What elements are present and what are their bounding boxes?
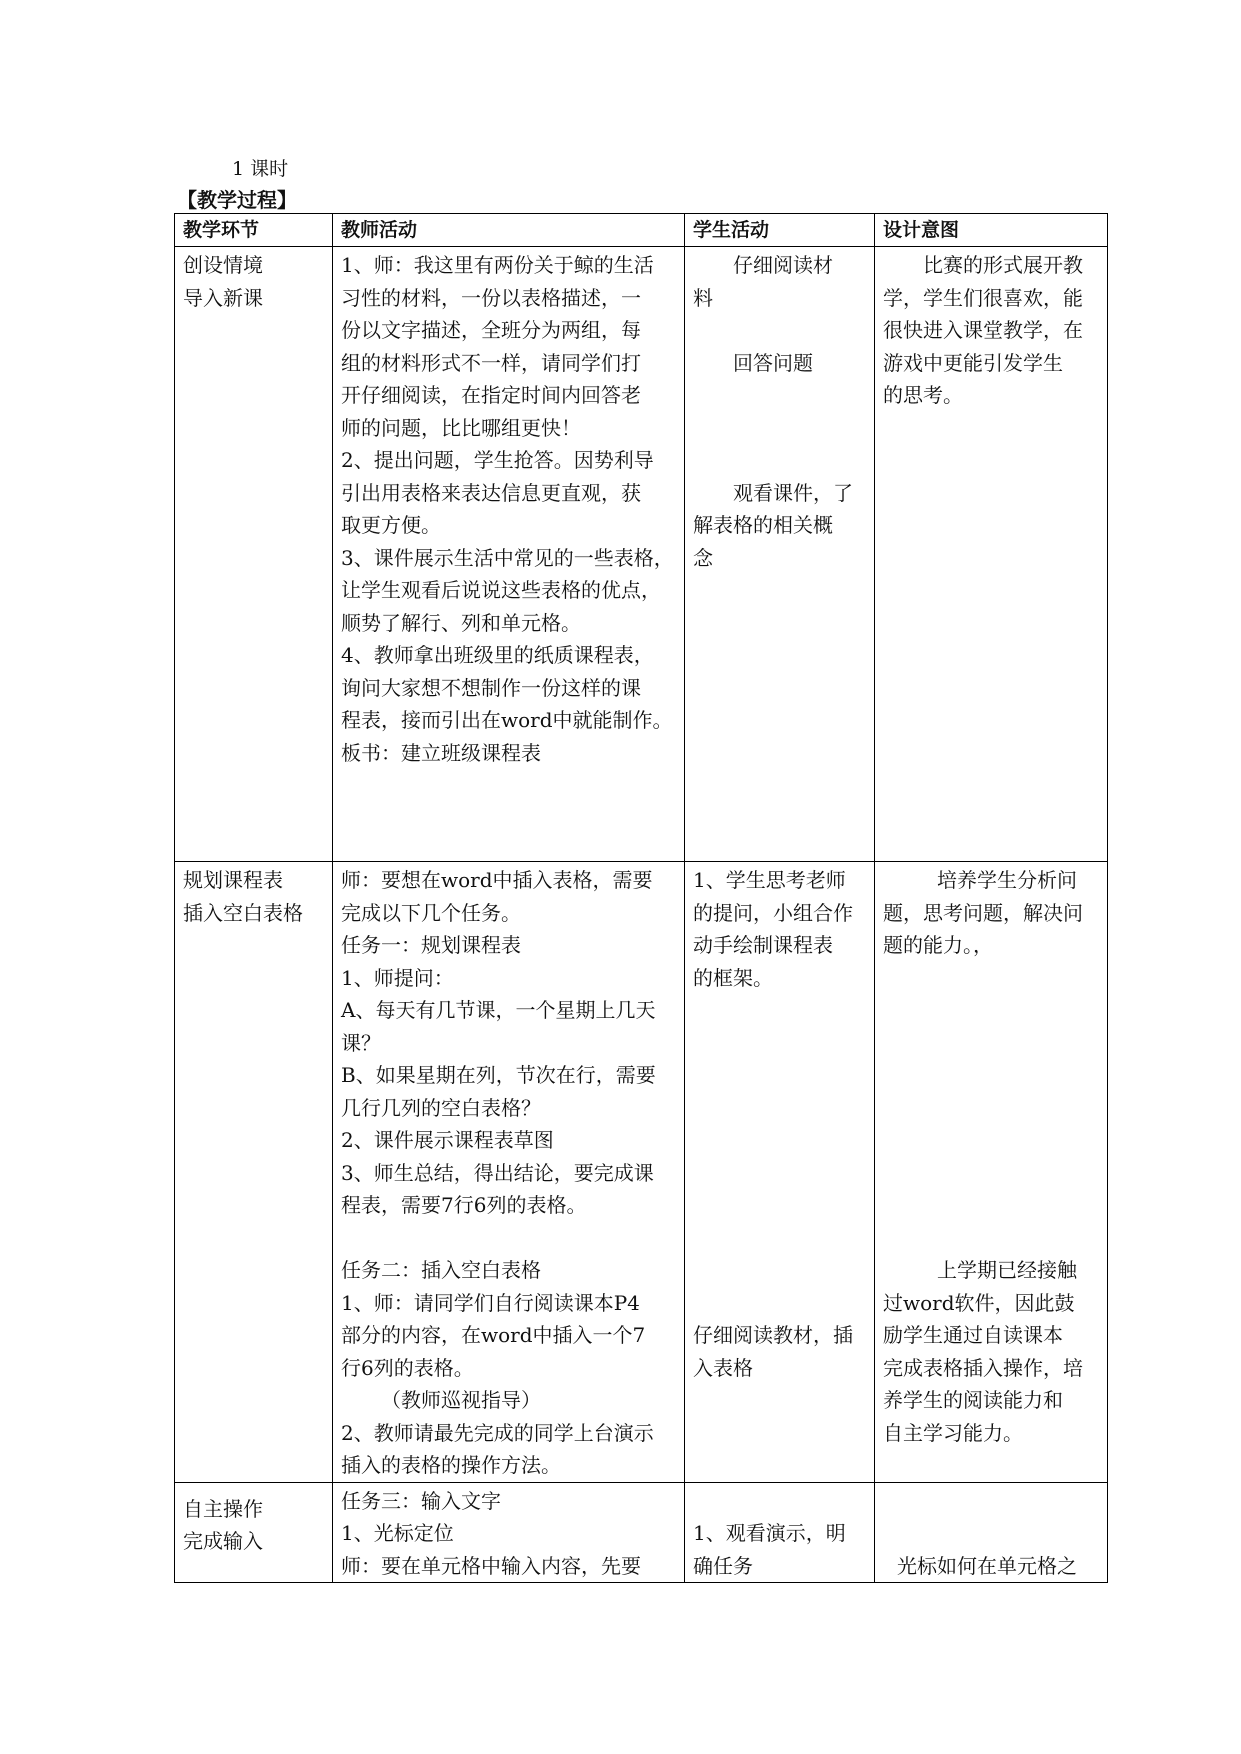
text-line: 插入的表格的操作方法。 bbox=[341, 1453, 561, 1477]
text-line: 取更方便。 bbox=[341, 513, 441, 537]
stage-cell bbox=[175, 247, 333, 862]
text-line: 仔细阅读材 bbox=[733, 253, 833, 277]
blank-line bbox=[693, 1059, 868, 1092]
stage-line: 插入空白表格 bbox=[183, 900, 303, 925]
blank-line bbox=[883, 1027, 1101, 1060]
text-line: 入表格 bbox=[693, 1355, 753, 1380]
text-line: 几行几列的空白表格？ bbox=[341, 1095, 541, 1120]
blank-line bbox=[693, 1287, 868, 1320]
blank-line bbox=[693, 314, 868, 347]
text-line: 1、学生思考老师 bbox=[693, 868, 846, 892]
text-line: 3、师生总结，得出结论，要完成课 bbox=[341, 1160, 654, 1185]
blank-line bbox=[693, 1092, 868, 1125]
stage-line: 完成输入 bbox=[183, 1529, 263, 1553]
text-line: 部分的内容，在word中插入一个7 bbox=[341, 1323, 646, 1347]
text-line: 完成表格插入操作，培 bbox=[883, 1355, 1083, 1380]
header-stage: 教学环节 bbox=[175, 214, 333, 247]
text-line: B、如果星期在列，节次在行，需要 bbox=[341, 1063, 656, 1087]
text-line: 1、光标定位 bbox=[341, 1521, 454, 1545]
table-row bbox=[175, 247, 1108, 862]
text-line: 任务一：规划课程表 bbox=[341, 933, 521, 957]
blank-line bbox=[693, 1485, 868, 1518]
blank-line bbox=[883, 1092, 1101, 1125]
blank-line bbox=[883, 1157, 1101, 1190]
text-line: 完成以下几个任务。 bbox=[341, 900, 521, 925]
blank-line bbox=[693, 379, 868, 412]
blank-line bbox=[693, 1124, 868, 1157]
text-line: （教师巡视指导） bbox=[381, 1388, 541, 1412]
blank-line bbox=[693, 1189, 868, 1222]
text-line: 光标如何在单元格之 bbox=[897, 1553, 1077, 1578]
teacher-activity-cell bbox=[333, 862, 685, 1483]
design-intent-cell bbox=[875, 1482, 1108, 1583]
blank-line bbox=[693, 444, 868, 477]
blank-line bbox=[883, 1517, 1101, 1550]
blank-line bbox=[693, 994, 868, 1027]
blank-line bbox=[883, 1485, 1101, 1518]
blank-line bbox=[883, 1222, 1101, 1255]
text-line: 观看课件，了 bbox=[733, 480, 853, 505]
text-line: 的思考。 bbox=[883, 383, 963, 407]
text-line: 确任务 bbox=[693, 1553, 753, 1578]
text-line: 程表，需要7行6列的表格。 bbox=[341, 1193, 587, 1217]
text-line: 任务三：输入文字 bbox=[341, 1488, 501, 1513]
text-line: 题的能力。， bbox=[883, 933, 993, 957]
stage-line: 导入新课 bbox=[183, 285, 263, 310]
blank-line bbox=[883, 1189, 1101, 1222]
text-line: 比赛的形式展开教 bbox=[923, 253, 1083, 277]
text-line: 仔细阅读教材，插 bbox=[693, 1323, 853, 1347]
table-header-row bbox=[175, 214, 1108, 247]
table-row bbox=[175, 862, 1108, 1483]
teacher-activity-cell bbox=[333, 1482, 685, 1583]
text-line: 师：要在单元格中输入内容，先要 bbox=[341, 1553, 641, 1578]
text-line: 的框架。 bbox=[693, 965, 773, 990]
text-line: 行6列的表格。 bbox=[341, 1355, 474, 1380]
table-row bbox=[175, 1482, 1108, 1583]
text-line: 动手绘制课程表 bbox=[693, 933, 833, 957]
text-line: 2、课件展示课程表草图 bbox=[341, 1128, 554, 1152]
design-intent-cell bbox=[875, 862, 1108, 1483]
header-design-intent: 设计意图 bbox=[875, 214, 1108, 247]
text-line: A、每天有几节课，一个星期上几天 bbox=[341, 998, 656, 1022]
text-line: 解表格的相关概 bbox=[693, 513, 833, 537]
header-student-activity: 学生活动 bbox=[685, 214, 875, 247]
text-line: 引出用表格来表达信息更直观，获 bbox=[341, 480, 641, 505]
stage-line: 创设情境 bbox=[183, 253, 263, 277]
blank-line bbox=[693, 1157, 868, 1190]
text-line: 自主学习能力。 bbox=[883, 1420, 1023, 1445]
stage-cell bbox=[175, 862, 333, 1483]
text-line: 念 bbox=[693, 545, 713, 570]
header-teacher-activity: 教师活动 bbox=[333, 214, 685, 247]
blank-line bbox=[693, 1254, 868, 1287]
blank-line bbox=[341, 1222, 678, 1255]
blank-line bbox=[883, 962, 1101, 995]
text-line: 习性的材料，一份以表格描述，一 bbox=[341, 285, 641, 310]
blank-line bbox=[883, 1124, 1101, 1157]
text-line: 1、观看演示，明 bbox=[693, 1521, 846, 1545]
text-line: 料 bbox=[693, 285, 713, 310]
text-line: 组的材料形式不一样，请同学们打 bbox=[341, 350, 641, 375]
text-line: 过word软件，因此鼓 bbox=[883, 1290, 1075, 1315]
text-line: 份以文字描述，全班分为两组，每 bbox=[341, 318, 641, 342]
text-line: 培养学生分析问 bbox=[937, 868, 1077, 892]
text-line: 2、教师请最先完成的同学上台演示 bbox=[341, 1420, 654, 1445]
text-line: 学，学生们很喜欢，能 bbox=[883, 285, 1083, 310]
text-line: 游戏中更能引发学生 bbox=[883, 350, 1063, 375]
stage-line: 规划课程表 bbox=[183, 868, 283, 892]
text-line: 的提问，小组合作 bbox=[693, 900, 853, 925]
blank-line bbox=[883, 994, 1101, 1027]
text-line: 很快进入课堂教学，在 bbox=[883, 318, 1083, 342]
blank-line bbox=[693, 1027, 868, 1060]
text-line: 4、教师拿出班级里的纸质课程表， bbox=[341, 643, 654, 667]
text-line: 1、师：我这里有两份关于鲸的生活 bbox=[341, 253, 654, 277]
student-activity-cell bbox=[685, 862, 875, 1483]
text-line: 3、课件展示生活中常见的一些表格， bbox=[341, 545, 674, 570]
text-line: 让学生观看后说说这些表格的优点， bbox=[341, 578, 661, 602]
design-intent-cell bbox=[875, 247, 1108, 862]
text-line: 2、提出问题，学生抢答。因势利导 bbox=[341, 448, 654, 472]
blank-line bbox=[693, 1222, 868, 1255]
text-line: 顺势了解行、列和单元格。 bbox=[341, 610, 581, 635]
teaching-process-table bbox=[174, 213, 1108, 1583]
text-line: 回答问题 bbox=[733, 350, 813, 375]
text-line: 1、师提问： bbox=[341, 965, 454, 990]
text-line: 开仔细阅读，在指定时间内回答老 bbox=[341, 383, 641, 407]
blank-line bbox=[693, 412, 868, 445]
student-activity-cell bbox=[685, 247, 875, 862]
text-line: 询问大家想不想制作一份这样的课 bbox=[341, 675, 641, 700]
text-line: 励学生通过自读课本 bbox=[883, 1323, 1063, 1347]
text-line: 程表，接而引出在word中就能制作。 bbox=[341, 708, 673, 732]
section-title: 【教学过程】 bbox=[177, 188, 297, 212]
stage-cell bbox=[175, 1482, 333, 1583]
text-line: 1、师：请同学们自行阅读课本P4 bbox=[341, 1290, 640, 1315]
text-line: 养学生的阅读能力和 bbox=[883, 1388, 1063, 1412]
student-activity-cell bbox=[685, 1482, 875, 1583]
text-line: 师：要想在word中插入表格，需要 bbox=[341, 868, 653, 892]
lesson-time: 1 课时 bbox=[232, 158, 289, 180]
text-line: 上学期已经接触 bbox=[937, 1258, 1077, 1282]
text-line: 题，思考问题，解决问 bbox=[883, 900, 1083, 925]
text-line: 板书：建立班级课程表 bbox=[341, 740, 541, 765]
text-line: 课？ bbox=[341, 1030, 381, 1055]
text-line: 任务二：插入空白表格 bbox=[341, 1258, 541, 1282]
stage-line: 自主操作 bbox=[183, 1496, 263, 1521]
text-line: 师的问题，比比哪组更快！ bbox=[341, 415, 581, 440]
blank-line bbox=[883, 1059, 1101, 1092]
teacher-activity-cell bbox=[333, 247, 685, 862]
